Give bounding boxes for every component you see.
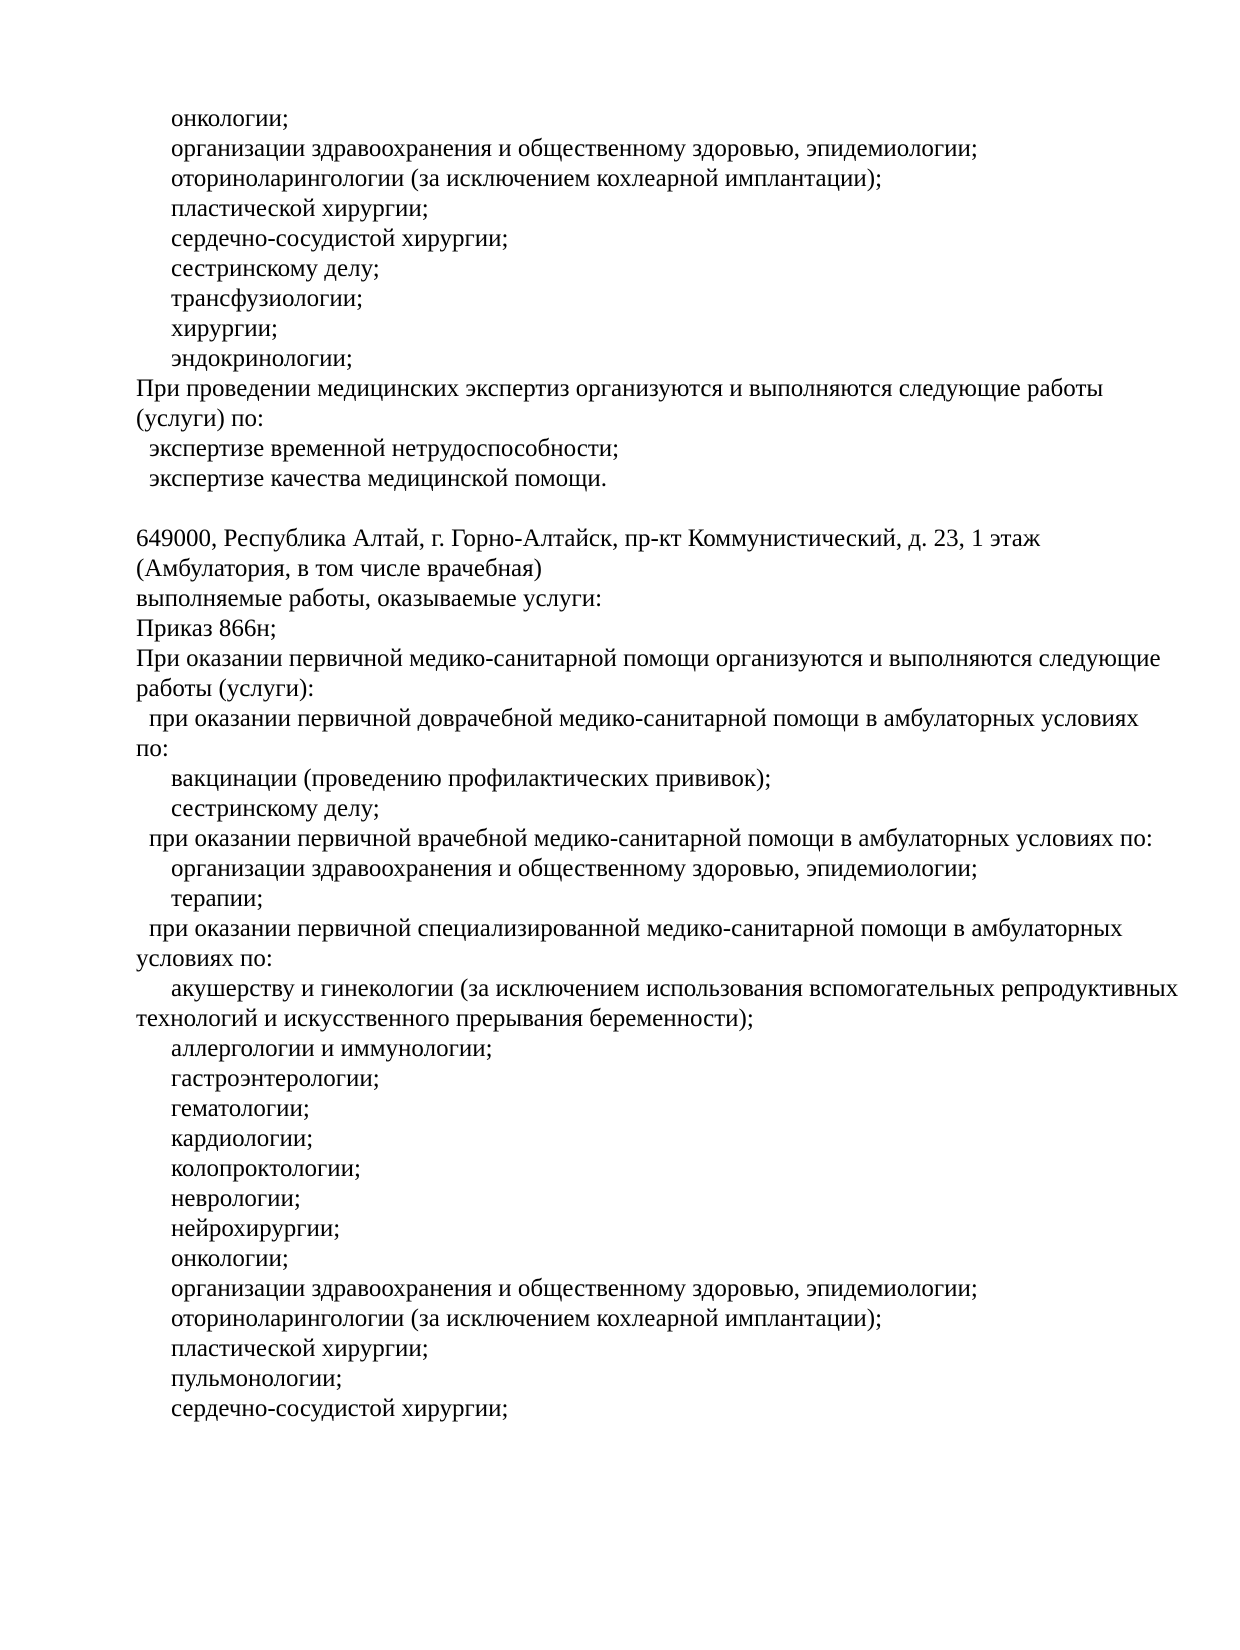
text-line: оториноларингологии (за исключением кохлеарной имплантации); xyxy=(171,1305,883,1332)
text-line: онкологии; xyxy=(171,105,289,132)
text-line: гастроэнтерологии; xyxy=(171,1065,380,1092)
text-line: сестринскому делу; xyxy=(171,795,380,822)
text-line: гематологии; xyxy=(171,1095,310,1122)
text-line: технологий и искусственного прерывания беременности); xyxy=(136,1005,754,1032)
text-line: пластической хирургии; xyxy=(171,195,429,222)
text-line: вакцинации (проведению профилактических прививок); xyxy=(171,765,772,792)
text-line: Приказ 866н; xyxy=(136,615,277,642)
text-line: организации здравоохранения и общественному здоровью, эпидемиологии; xyxy=(171,1275,978,1302)
text-line: неврологии; xyxy=(171,1185,301,1212)
text-line: аллергологии и иммунологии; xyxy=(171,1035,493,1062)
text-line: терапии; xyxy=(171,885,264,912)
text-line: выполняемые работы, оказываемые услуги: xyxy=(136,585,603,612)
text-line: при оказании первичной специализированной медико-санитарной помощи в амбулаторных xyxy=(149,915,1123,942)
text-line: работы (услуги): xyxy=(136,675,315,702)
text-block xyxy=(136,104,1196,1424)
text-line: экспертизе временной нетрудоспособности; xyxy=(149,435,620,462)
text-line: сестринскому делу; xyxy=(171,255,380,282)
text-line: условиях по: xyxy=(136,945,273,972)
blank-line xyxy=(136,494,1196,524)
text-line: сердечно-сосудистой хирургии; xyxy=(171,1395,509,1422)
text-line: экспертизе качества медицинской помощи. xyxy=(149,465,608,492)
text-line: оториноларингологии (за исключением кохлеарной имплантации); xyxy=(171,165,883,192)
text-line: онкологии; xyxy=(171,1245,289,1272)
text-line: (Амбулатория, в том числе врачебная) xyxy=(136,555,542,582)
text-line: эндокринологии; xyxy=(171,345,353,372)
text-line: хирургии; xyxy=(171,315,279,342)
text-line: сердечно-сосудистой хирургии; xyxy=(171,225,509,252)
text-line: трансфузиологии; xyxy=(171,285,364,312)
text-line: пульмонологии; xyxy=(171,1365,343,1392)
text-line: при оказании первичной доврачебной медико-санитарной помощи в амбулаторных условиях xyxy=(149,705,1139,732)
text-line: пластической хирургии; xyxy=(171,1335,429,1362)
text-line: При проведении медицинских экспертиз организуются и выполняются следующие работы xyxy=(136,375,1104,402)
text-line: организации здравоохранения и общественному здоровью, эпидемиологии; xyxy=(171,135,978,162)
text-line: по: xyxy=(136,735,169,762)
text-line: (услуги) по: xyxy=(136,405,264,432)
text-line: нейрохирургии; xyxy=(171,1215,341,1242)
text-line: организации здравоохранения и общественному здоровью, эпидемиологии; xyxy=(171,855,978,882)
text-line: кардиологии; xyxy=(171,1125,314,1152)
text-line: 649000, Республика Алтай, г. Горно-Алтайск, пр-кт Коммунистический, д. 23, 1 этаж xyxy=(136,525,1041,552)
text-line: акушерству и гинекологии (за исключением использования вспомогательных репродуктивных xyxy=(171,975,1179,1002)
text-line: колопроктологии; xyxy=(171,1155,361,1182)
text-line: при оказании первичной врачебной медико-санитарной помощи в амбулаторных условиях по: xyxy=(149,825,1153,852)
text-line: При оказании первичной медико-санитарной помощи организуются и выполняются следующие xyxy=(136,645,1161,672)
